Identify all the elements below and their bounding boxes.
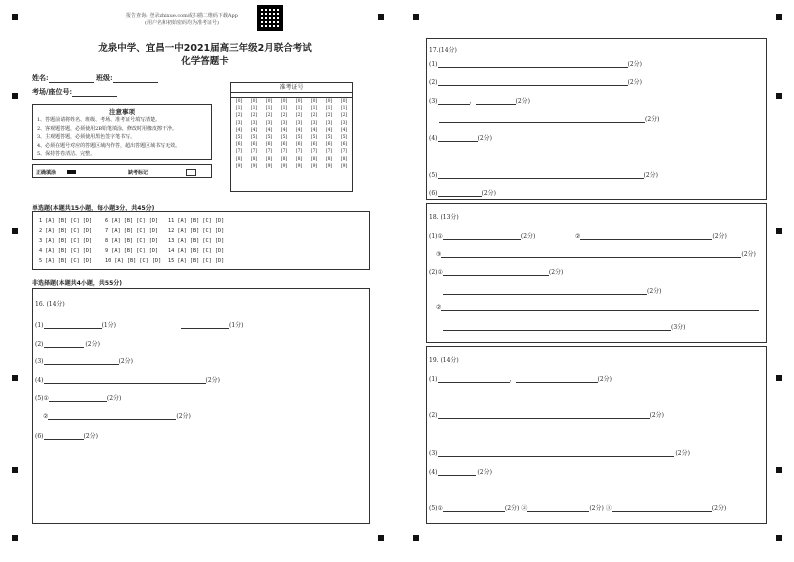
q19-part2[interactable] bbox=[429, 410, 664, 419]
exam-id-digit-bubble[interactable]: [5] bbox=[250, 135, 258, 141]
exam-id-digit-bubble[interactable]: [4] bbox=[280, 127, 288, 133]
exam-id-digit-bubble[interactable]: [8] bbox=[340, 156, 348, 162]
notice-item: 4、必须在题号对应的答题区域内作答，超出答题区域书写无效。 bbox=[37, 142, 181, 149]
exam-id-digit-bubble[interactable]: [7] bbox=[340, 149, 348, 155]
exam-id-digit-bubble[interactable]: [4] bbox=[295, 127, 303, 133]
q18-label: ③ bbox=[436, 251, 442, 258]
q16-points: (2分) bbox=[83, 433, 98, 440]
q19-title: 19. (14分) bbox=[429, 357, 459, 364]
q16-part4[interactable] bbox=[35, 375, 220, 384]
exam-id-digit-bubble[interactable]: [7] bbox=[265, 149, 273, 155]
q19-part4[interactable] bbox=[429, 467, 492, 476]
exam-id-digit-bubble[interactable]: [7] bbox=[295, 149, 303, 155]
exam-id-digit-bubble[interactable]: [2] bbox=[265, 113, 273, 119]
exam-id-digit-bubble[interactable]: [9] bbox=[325, 163, 333, 169]
q19-label: ③ bbox=[605, 505, 612, 512]
missing-mark-label: 缺考标记 bbox=[128, 170, 149, 176]
exam-id-digit-bubble[interactable]: [1] bbox=[325, 106, 333, 112]
exam-id-digit-bubble[interactable]: [3] bbox=[250, 120, 258, 126]
exam-id-digit-bubble[interactable]: [8] bbox=[280, 156, 288, 162]
name-field[interactable] bbox=[32, 73, 158, 83]
q16-points: (1分) bbox=[101, 322, 116, 329]
q17-part3b[interactable] bbox=[439, 114, 660, 123]
timing-mark bbox=[378, 14, 384, 20]
exam-id-digit-bubble[interactable]: [6] bbox=[265, 142, 273, 148]
exam-id-digit-bubble[interactable]: [9] bbox=[280, 163, 288, 169]
q18-label: (2)① bbox=[429, 269, 443, 276]
exam-id-digit-bubble[interactable]: [4] bbox=[235, 127, 243, 133]
exam-id-digit-bubble[interactable]: [7] bbox=[310, 149, 318, 155]
exam-id-digit-bubble[interactable]: [0] bbox=[235, 99, 243, 104]
exam-id-digit-bubble[interactable]: [7] bbox=[250, 149, 258, 155]
timing-mark bbox=[413, 14, 419, 20]
q16-points: (2分) bbox=[205, 377, 220, 384]
q16-part6[interactable] bbox=[35, 431, 98, 440]
choice-row[interactable]: 13 [A] [B] [C] [D] bbox=[168, 238, 225, 244]
q18-part1c[interactable] bbox=[436, 249, 756, 258]
q19-points: (2分) bbox=[649, 412, 664, 419]
q17-points: (2分) bbox=[481, 190, 496, 197]
q16-part2[interactable] bbox=[35, 339, 100, 348]
class-label: 班级: bbox=[96, 73, 113, 82]
exam-id-column[interactable] bbox=[324, 98, 334, 170]
q19-points: (2分) bbox=[589, 505, 604, 512]
exam-id-digit-bubble[interactable]: [7] bbox=[235, 149, 243, 155]
q16-label: ② bbox=[43, 413, 49, 420]
choice-row[interactable]: 11 [A] [B] [C] [D] bbox=[168, 218, 225, 224]
q18-title: 18. (13分) bbox=[429, 214, 459, 221]
choice-row[interactable]: 7 [A] [B] [C] [D] bbox=[105, 228, 159, 234]
q19-points: (2分) bbox=[504, 505, 520, 512]
choice-row[interactable]: 1 [A] [B] [C] [D] bbox=[39, 218, 93, 224]
q18-label: (1)① bbox=[429, 233, 443, 240]
exam-id-digit-bubble[interactable]: [3] bbox=[340, 120, 348, 126]
q18-part2b[interactable] bbox=[443, 286, 662, 295]
q18-box[interactable] bbox=[426, 203, 767, 343]
notice-box bbox=[32, 104, 212, 160]
q18-part1a[interactable] bbox=[429, 231, 535, 240]
choice-row[interactable]: 12 [A] [B] [C] [D] bbox=[168, 228, 225, 234]
timing-mark bbox=[776, 14, 782, 20]
choice-row[interactable]: 4 [A] [B] [C] [D] bbox=[39, 248, 93, 254]
q18-points: (2分) bbox=[741, 251, 756, 258]
exam-id-digit-bubble[interactable]: [1] bbox=[340, 106, 348, 112]
q19-label: (1) bbox=[429, 376, 438, 383]
exam-id-digit-bubble[interactable]: [8] bbox=[310, 156, 318, 162]
room-field[interactable] bbox=[32, 87, 117, 97]
exam-id-digit-bubble[interactable]: [5] bbox=[280, 135, 288, 141]
q18-part2c[interactable] bbox=[436, 304, 759, 311]
timing-mark bbox=[12, 228, 18, 234]
q17-points: (2分) bbox=[477, 135, 492, 142]
notice-item: 2、客观题答题，必须使用2B铅笔填涂，修改时用橡皮擦干净。 bbox=[37, 125, 178, 132]
missing-mark-checkbox[interactable] bbox=[186, 169, 196, 176]
q16-part1b[interactable] bbox=[181, 320, 244, 329]
exam-id-label: 准考证号 bbox=[231, 83, 352, 93]
q19-box[interactable] bbox=[426, 346, 767, 524]
timing-mark bbox=[776, 535, 782, 541]
exam-id-digit-bubble[interactable]: [1] bbox=[250, 106, 258, 112]
exam-id-digit-bubble[interactable]: [8] bbox=[250, 156, 258, 162]
exam-id-column[interactable] bbox=[279, 98, 289, 170]
q19-points: (2分) bbox=[477, 469, 492, 476]
exam-id-digit-bubble[interactable]: [4] bbox=[265, 127, 273, 133]
q19-label: ② bbox=[521, 505, 528, 512]
exam-id-digit-bubble[interactable]: [9] bbox=[235, 163, 243, 169]
q18-part2d[interactable] bbox=[443, 322, 686, 331]
timing-mark bbox=[12, 467, 18, 473]
exam-id-digit-bubble[interactable]: [9] bbox=[250, 163, 258, 169]
exam-id-digit-bubble[interactable]: [3] bbox=[265, 120, 273, 126]
exam-id-digit-bubble[interactable]: [8] bbox=[295, 156, 303, 162]
exam-id-digit-bubble[interactable]: [8] bbox=[325, 156, 333, 162]
q17-comma: ， bbox=[469, 98, 476, 105]
single-choice-box[interactable] bbox=[32, 211, 370, 270]
timing-mark bbox=[12, 14, 18, 20]
q16-points: (1分) bbox=[229, 322, 244, 329]
report-note bbox=[112, 12, 252, 26]
exam-id-digit-bubble[interactable]: [3] bbox=[295, 120, 303, 126]
q16-part5a[interactable] bbox=[35, 393, 121, 402]
choice-row[interactable]: 2 [A] [B] [C] [D] bbox=[39, 228, 93, 234]
exam-id-digit-bubble[interactable]: [6] bbox=[250, 142, 258, 148]
exam-id-column[interactable] bbox=[339, 98, 349, 170]
q18-points: (2分) bbox=[647, 288, 662, 295]
exam-id-digit-bubble[interactable]: [0] bbox=[265, 99, 273, 104]
qr-code-icon bbox=[257, 5, 283, 31]
exam-id-digit-bubble[interactable]: [0] bbox=[250, 99, 258, 104]
q16-label: (2) bbox=[35, 341, 44, 348]
q17-part3[interactable] bbox=[429, 96, 530, 105]
exam-id-digit-bubble[interactable]: [5] bbox=[325, 135, 333, 141]
exam-id-digit-bubble[interactable]: [6] bbox=[340, 142, 348, 148]
exam-id-digit-bubble[interactable]: [8] bbox=[235, 156, 243, 162]
q17-points: (2分) bbox=[515, 98, 531, 105]
exam-id-column[interactable] bbox=[234, 98, 244, 170]
name-label: 姓名: bbox=[32, 73, 49, 82]
q17-part1[interactable] bbox=[429, 59, 642, 68]
fill-legend bbox=[32, 164, 212, 178]
exam-id-digit-bubble[interactable]: [5] bbox=[310, 135, 318, 141]
exam-id-digit-bubble[interactable]: [2] bbox=[250, 113, 258, 119]
q19-comma: ， bbox=[509, 376, 516, 383]
choice-row[interactable]: 6 [A] [B] [C] [D] bbox=[105, 218, 159, 224]
q18-points: (3分) bbox=[671, 324, 686, 331]
q19-label: (4) bbox=[429, 469, 438, 476]
q16-label: (5)① bbox=[35, 395, 49, 402]
exam-id-digit-bubble[interactable]: [6] bbox=[235, 142, 243, 148]
exam-id-column[interactable] bbox=[294, 98, 304, 170]
timing-mark bbox=[12, 535, 18, 541]
q17-points: (2分) bbox=[627, 79, 642, 86]
q17-label: (2) bbox=[429, 79, 438, 86]
exam-id-digit-bubble[interactable]: [5] bbox=[340, 135, 348, 141]
exam-id-digit-bubble[interactable]: [1] bbox=[265, 106, 273, 112]
exam-id-digit-bubble[interactable]: [7] bbox=[280, 149, 288, 155]
q17-part6[interactable] bbox=[429, 188, 496, 197]
exam-id-digit-bubble[interactable]: [3] bbox=[280, 120, 288, 126]
exam-id-digit-bubble[interactable]: [9] bbox=[265, 163, 273, 169]
exam-id-digit-bubble[interactable]: [5] bbox=[235, 135, 243, 141]
exam-id-digit-bubble[interactable]: [2] bbox=[280, 113, 288, 119]
exam-id-digit-bubble[interactable]: [0] bbox=[340, 99, 348, 104]
exam-id-digit-bubble[interactable]: [5] bbox=[295, 135, 303, 141]
notice-list bbox=[37, 116, 180, 159]
report-note-line: (用户名和初始密码均为准考证号) bbox=[145, 20, 219, 26]
q16-label: (3) bbox=[35, 358, 44, 365]
non-choice-title: 非选择题(本题共4小题，共55分) bbox=[32, 280, 123, 287]
notice-item: 5、保持答卷清洁、完整。 bbox=[37, 151, 96, 157]
exam-id-digit-bubble[interactable]: [4] bbox=[340, 127, 348, 133]
choice-row[interactable]: 10 [A] [B] [C] [D] bbox=[105, 258, 162, 264]
exam-id-digit-bubble[interactable]: [7] bbox=[325, 149, 333, 155]
choice-row[interactable]: 9 [A] [B] [C] [D] bbox=[105, 248, 159, 254]
exam-id-digit-bubble[interactable]: [4] bbox=[325, 127, 333, 133]
exam-id-digit-bubble[interactable]: [0] bbox=[280, 99, 288, 104]
page-title: 龙泉中学、宜昌一中2021届高三年级2月联合考试 bbox=[98, 43, 312, 54]
q16-label: (6) bbox=[35, 433, 44, 440]
choice-row[interactable]: 5 [A] [B] [C] [D] bbox=[39, 258, 93, 264]
room-label: 考场/座位号: bbox=[32, 87, 73, 96]
q19-part3[interactable] bbox=[429, 448, 690, 457]
q16-points: (2分) bbox=[176, 413, 191, 420]
choice-row[interactable]: 3 [A] [B] [C] [D] bbox=[39, 238, 93, 244]
exam-id-digit-bubble[interactable]: [2] bbox=[325, 113, 333, 119]
exam-id-digit-bubble[interactable]: [5] bbox=[265, 135, 273, 141]
choice-row[interactable]: 8 [A] [B] [C] [D] bbox=[105, 238, 159, 244]
exam-id-digit-bubble[interactable]: [4] bbox=[310, 127, 318, 133]
choice-row[interactable]: 14 [A] [B] [C] [D] bbox=[168, 248, 225, 254]
q16-title: 16. (14分) bbox=[35, 301, 65, 308]
choice-row[interactable]: 15 [A] [B] [C] [D] bbox=[168, 258, 225, 264]
q19-points: (2分) bbox=[711, 505, 727, 512]
single-choice-title: 单选题(本题共15小题，每小题3分，共45分) bbox=[32, 205, 155, 212]
q19-part1[interactable] bbox=[429, 374, 612, 383]
q17-points: (2分) bbox=[643, 172, 658, 179]
q18-label: ② bbox=[436, 304, 442, 311]
q17-points: (2分) bbox=[627, 61, 642, 68]
exam-id-digit-bubble[interactable]: [6] bbox=[280, 142, 288, 148]
exam-id-digit-bubble[interactable]: [2] bbox=[310, 113, 318, 119]
timing-mark bbox=[378, 535, 384, 541]
q19-points: (2分) bbox=[597, 376, 613, 383]
q17-part2[interactable] bbox=[429, 77, 642, 86]
exam-id-digit-bubble[interactable]: [6] bbox=[325, 142, 333, 148]
timing-mark bbox=[776, 375, 782, 381]
q18-points: (2分) bbox=[520, 233, 536, 240]
exam-id-digit-bubble[interactable]: [3] bbox=[235, 120, 243, 126]
q19-label: (2) bbox=[429, 412, 438, 419]
exam-id-digit-bubble[interactable]: [1] bbox=[310, 106, 318, 112]
exam-id-digit-bubble[interactable]: [3] bbox=[325, 120, 333, 126]
notice-item: 1、答题前请将姓名、班级、考场、准考证号填写清楚。 bbox=[37, 117, 161, 123]
q18-points: (2分) bbox=[712, 233, 727, 240]
q17-part5[interactable] bbox=[429, 170, 658, 179]
q19-part5[interactable] bbox=[429, 503, 726, 512]
q17-label: (1) bbox=[429, 61, 438, 68]
q18-label: ② bbox=[575, 233, 581, 240]
timing-mark bbox=[413, 535, 419, 541]
timing-mark bbox=[776, 228, 782, 234]
q16-part1[interactable] bbox=[35, 320, 116, 329]
q17-part4[interactable] bbox=[429, 133, 492, 142]
report-note-line: 报告查询: 登录zhixue.com或扫描二维码下载App bbox=[126, 13, 238, 19]
q16-label: (4) bbox=[35, 377, 44, 384]
exam-id-digit-bubble[interactable]: [2] bbox=[235, 113, 243, 119]
q16-label: (1) bbox=[35, 322, 44, 329]
filled-box-icon bbox=[67, 170, 76, 174]
correct-fill-label: 正确填涂 bbox=[36, 170, 57, 176]
exam-id-digit-bubble[interactable]: [0] bbox=[325, 99, 333, 104]
q16-box[interactable] bbox=[32, 288, 370, 524]
exam-id-column[interactable] bbox=[309, 98, 319, 170]
q16-points: (2分) bbox=[85, 341, 100, 348]
timing-mark bbox=[12, 375, 18, 381]
exam-id-column[interactable] bbox=[264, 98, 274, 170]
q16-part3[interactable] bbox=[35, 356, 133, 365]
q17-label: (6) bbox=[429, 190, 438, 197]
exam-id-digit-bubble[interactable]: [1] bbox=[235, 106, 243, 112]
notice-item: 3、主观题答题，必须使用黑色签字笔书写。 bbox=[37, 134, 136, 140]
exam-id-digit-bubble[interactable]: [4] bbox=[250, 127, 258, 133]
exam-id-digit-bubble[interactable]: [6] bbox=[295, 142, 303, 148]
exam-id-digit-bubble[interactable]: [2] bbox=[295, 113, 303, 119]
timing-mark bbox=[776, 467, 782, 473]
q16-points: (2分) bbox=[106, 395, 122, 402]
q17-points: (2分) bbox=[645, 116, 660, 123]
exam-id-digit-bubble[interactable]: [1] bbox=[280, 106, 288, 112]
q17-label: (5) bbox=[429, 172, 438, 179]
exam-id-digit-bubble[interactable]: [2] bbox=[340, 113, 348, 119]
q18-part1b[interactable] bbox=[575, 231, 727, 240]
exam-id-digit-bubble[interactable]: [8] bbox=[265, 156, 273, 162]
timing-mark bbox=[12, 93, 18, 99]
q17-label: (4) bbox=[429, 135, 438, 142]
exam-id-digit-bubble[interactable]: [0] bbox=[295, 99, 303, 104]
q19-label: (5)① bbox=[429, 505, 443, 512]
exam-id-digit-bubble[interactable]: [6] bbox=[310, 142, 318, 148]
exam-id-digit-bubble[interactable]: [9] bbox=[295, 163, 303, 169]
q19-label: (3) bbox=[429, 450, 438, 457]
timing-mark bbox=[776, 93, 782, 99]
exam-id-column[interactable] bbox=[249, 98, 259, 170]
q19-points: (2分) bbox=[675, 450, 690, 457]
page-subtitle: 化学答题卡 bbox=[181, 56, 229, 67]
exam-id-digit-bubble[interactable]: [9] bbox=[310, 163, 318, 169]
q18-part2a[interactable] bbox=[429, 267, 563, 276]
q17-title: 17.(14分) bbox=[429, 47, 457, 54]
q16-points: (2分) bbox=[118, 358, 133, 365]
q17-box[interactable] bbox=[426, 38, 767, 200]
notice-title: 注意事项 bbox=[109, 108, 135, 116]
exam-id-digit-bubble[interactable]: [1] bbox=[295, 106, 303, 112]
exam-id-grid[interactable] bbox=[230, 82, 353, 192]
exam-id-digit-bubble[interactable]: [9] bbox=[340, 163, 348, 169]
exam-id-digit-bubble[interactable]: [3] bbox=[310, 120, 318, 126]
q17-label: (3) bbox=[429, 98, 438, 105]
q16-part5b[interactable] bbox=[43, 411, 191, 420]
exam-id-digit-bubble[interactable]: [0] bbox=[310, 99, 318, 104]
q18-points: (2分) bbox=[548, 269, 564, 276]
